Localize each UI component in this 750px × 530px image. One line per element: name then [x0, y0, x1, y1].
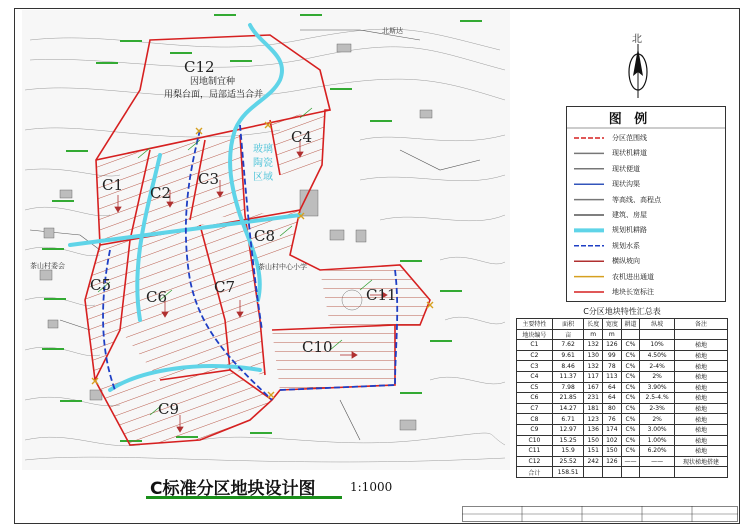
table-cell: 126	[603, 340, 622, 351]
table-cell: C3	[517, 361, 553, 372]
table-cell: 12.97	[552, 424, 584, 435]
table-row	[517, 361, 728, 372]
table-cell: 2.5-4.%	[640, 393, 675, 404]
label-c2: C2	[150, 184, 172, 202]
drawing-title: C标准分区地块设计图	[150, 479, 316, 499]
table-cell: 167	[584, 382, 603, 393]
table-cell: 8.46	[552, 361, 584, 372]
label-north-road: 北斯达	[382, 27, 403, 35]
table-cell: 7.98	[552, 382, 584, 393]
table-cell: 梯地	[674, 371, 727, 382]
table-cell: C%	[621, 446, 640, 457]
label-water-c: 区域	[253, 172, 273, 183]
legend-item: 现状便道	[612, 164, 640, 173]
table-unit-cell	[640, 329, 675, 340]
table-units-row	[517, 329, 728, 340]
table-row	[517, 424, 728, 435]
table-cell: 136	[584, 424, 603, 435]
legend-item: 规划水系	[612, 241, 640, 250]
table-cell: ——	[640, 456, 675, 467]
table-cell: C8	[517, 414, 553, 425]
table-cell: C6	[517, 393, 553, 404]
table-cell	[640, 467, 675, 478]
table-cell: C9	[517, 424, 553, 435]
label-c1: C1	[102, 176, 124, 194]
table-unit-cell: m	[584, 329, 603, 340]
table-cell: C%	[621, 371, 640, 382]
table-cell: 158.51	[552, 467, 584, 478]
table-cell: 132	[584, 340, 603, 351]
table-cell: 64	[603, 393, 622, 404]
parcel-c10	[272, 325, 395, 390]
table-header-cell: 面积	[552, 319, 584, 330]
legend-item: 地块长宽标注	[612, 288, 654, 296]
table-cell: 15.25	[552, 435, 584, 446]
table-cell: 梯地	[674, 446, 727, 457]
table-cell	[674, 467, 727, 478]
legend-title: 图 例	[608, 112, 652, 127]
table-unit-cell	[621, 329, 640, 340]
label-c4: C4	[291, 128, 313, 146]
table-row	[517, 371, 728, 382]
label-c12: C12	[184, 58, 215, 76]
table-cell: 2%	[640, 414, 675, 425]
label-water-b: 陶瓷	[253, 158, 273, 169]
table-header-cell: 备注	[674, 319, 727, 330]
legend-item: 分区范围线	[612, 134, 647, 142]
table-cell: 25.52	[552, 456, 584, 467]
table-cell: C%	[621, 403, 640, 414]
table-cell: 9.61	[552, 350, 584, 361]
table-header-cell: 耕道	[621, 319, 640, 330]
table-unit-cell: m	[603, 329, 622, 340]
table-header-cell: 纵坡	[640, 319, 675, 330]
table-row	[517, 403, 728, 414]
table-cell	[603, 467, 622, 478]
table-cell: ——	[621, 456, 640, 467]
table-header-cell: 宽度	[603, 319, 622, 330]
table-cell: 132	[584, 361, 603, 372]
table-cell: 126	[603, 456, 622, 467]
table-cell: C11	[517, 446, 553, 457]
legend-item: 规划机耕路	[612, 226, 647, 235]
legend-item: 现状沟渠	[612, 180, 640, 189]
table-cell: 231	[584, 393, 603, 404]
legend-item: 现状机耕道	[612, 149, 647, 158]
table-cell: 10%	[640, 340, 675, 351]
label-village-committee: 茶山村委会	[30, 262, 65, 270]
summary-table	[516, 318, 728, 478]
label-c3: C3	[198, 170, 220, 188]
table-cell: 99	[603, 350, 622, 361]
table-cell: C5	[517, 382, 553, 393]
legend-item: 横纵坡向	[612, 257, 640, 266]
drawing-scale: 1:1000	[350, 480, 393, 494]
table-cell: 6.20%	[640, 446, 675, 457]
legend-item: 农机进出通道	[612, 272, 654, 281]
table-cell: C2	[517, 350, 553, 361]
table-cell: 150	[584, 435, 603, 446]
note-c12-line2: 用梨台面，局部适当合并	[164, 90, 264, 100]
table-cell: C%	[621, 382, 640, 393]
table-cell: C%	[621, 361, 640, 372]
table-row	[517, 393, 728, 404]
table-header-cell: 主要特性	[517, 319, 553, 330]
table-cell: 梯地	[674, 350, 727, 361]
table-cell: 151	[584, 446, 603, 457]
note-c12-line1: 因地制宜种	[190, 77, 236, 87]
table-cell: 78	[603, 361, 622, 372]
table-cell: 1.00%	[640, 435, 675, 446]
table-cell: 102	[603, 435, 622, 446]
table-cell: 242	[584, 456, 603, 467]
table-cell: 150	[603, 446, 622, 457]
table-cell: C%	[621, 424, 640, 435]
label-c8: C8	[254, 227, 276, 245]
table-cell: C%	[621, 435, 640, 446]
table-cell: 2%	[640, 371, 675, 382]
table-cell: 7.62	[552, 340, 584, 351]
table-row	[517, 435, 728, 446]
table-cell: 64	[603, 382, 622, 393]
table-cell: C%	[621, 340, 640, 351]
table-cell	[621, 467, 640, 478]
table-cell: 4.50%	[640, 350, 675, 361]
table-cell: 76	[603, 414, 622, 425]
legend-item: 建筑、房屋	[612, 211, 647, 219]
title-block-strip	[462, 506, 738, 522]
table-unit-cell: 亩	[552, 329, 584, 340]
table-cell: 梯地	[674, 340, 727, 351]
table-cell: 梯地	[674, 393, 727, 404]
table-unit-cell	[674, 329, 727, 340]
label-c9: C9	[158, 400, 180, 418]
table-cell: 117	[584, 371, 603, 382]
table-cell: C12	[517, 456, 553, 467]
table-cell: 梯地	[674, 403, 727, 414]
table-cell: C%	[621, 414, 640, 425]
table-row	[517, 350, 728, 361]
table-cell: 181	[584, 403, 603, 414]
table-cell: 123	[584, 414, 603, 425]
label-c7: C7	[214, 278, 236, 296]
table-title: C分区地块特性汇总表	[583, 307, 661, 316]
table-cell: 梯地	[674, 424, 727, 435]
table-cell: 80	[603, 403, 622, 414]
label-c11: C11	[366, 286, 397, 304]
table-row	[517, 467, 728, 478]
table-cell: 梯地	[674, 435, 727, 446]
table-cell: 现状梯地搭建	[674, 456, 727, 467]
table-cell: 2-4%	[640, 361, 675, 372]
label-c5: C5	[90, 276, 112, 294]
label-school: 茶山村中心小学	[258, 263, 307, 271]
table-row	[517, 456, 728, 467]
north-label: 北	[632, 34, 642, 45]
table-row	[517, 414, 728, 425]
table-cell: 15.9	[552, 446, 584, 457]
table-cell: 梯地	[674, 382, 727, 393]
table-row	[517, 446, 728, 457]
title-underline	[146, 496, 342, 499]
table-cell: C7	[517, 403, 553, 414]
table-cell: 130	[584, 350, 603, 361]
label-c10: C10	[302, 338, 333, 356]
table-header-row	[517, 319, 728, 330]
label-c6: C6	[146, 288, 168, 306]
table-row	[517, 340, 728, 351]
table-cell: 2-3%	[640, 403, 675, 414]
legend-item: 等高线、高程点	[612, 195, 661, 204]
table-cell: 174	[603, 424, 622, 435]
table-cell: 合计	[517, 467, 553, 478]
table-cell: 14.27	[552, 403, 584, 414]
table-cell: C%	[621, 393, 640, 404]
north-arrow-icon	[618, 28, 658, 100]
table-row	[517, 382, 728, 393]
table-cell: C10	[517, 435, 553, 446]
table-cell: 3.90%	[640, 382, 675, 393]
table-cell: 11.37	[552, 371, 584, 382]
table-cell	[584, 467, 603, 478]
table-header-cell: 长度	[584, 319, 603, 330]
table-unit-cell: 地块编号	[517, 329, 553, 340]
table-cell: C%	[621, 350, 640, 361]
table-cell: 3.00%	[640, 424, 675, 435]
table-cell: C1	[517, 340, 553, 351]
table-cell: C4	[517, 371, 553, 382]
table-cell: 21.85	[552, 393, 584, 404]
table-cell: 113	[603, 371, 622, 382]
label-water-a: 玻璃	[253, 144, 273, 155]
table-cell: 6.71	[552, 414, 584, 425]
table-cell: 梯地	[674, 361, 727, 372]
table-cell: 梯地	[674, 414, 727, 425]
